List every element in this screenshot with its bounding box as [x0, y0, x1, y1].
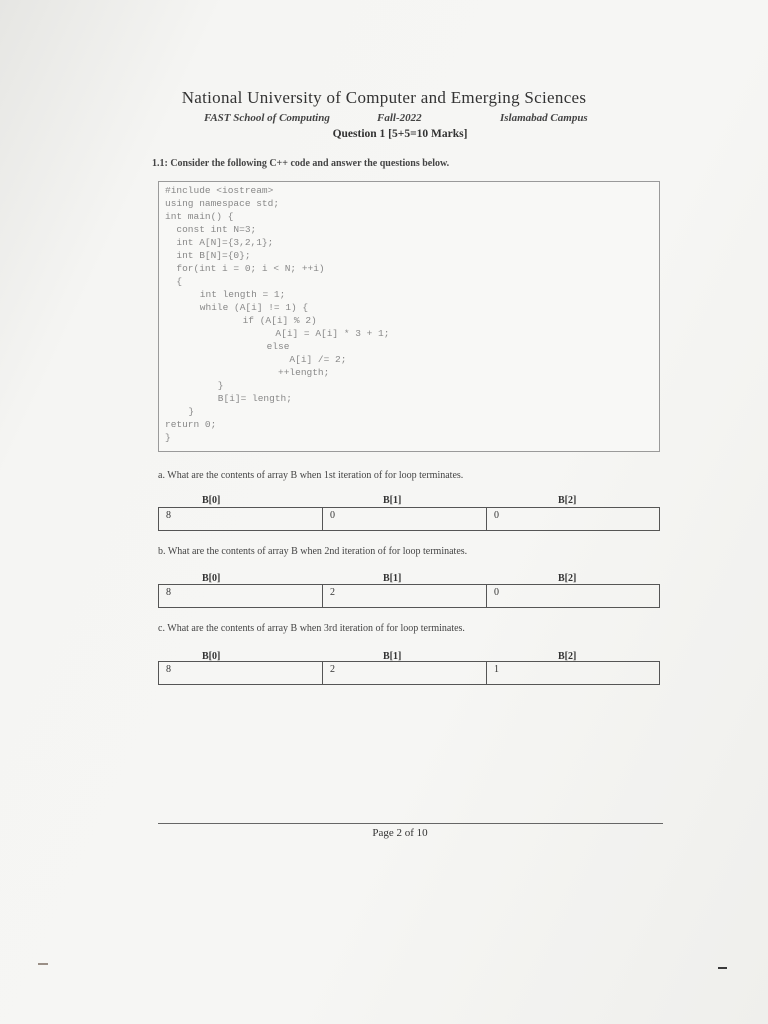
code-line: } [177, 406, 195, 417]
code-line: int length = 1; [177, 289, 286, 300]
code-line: A[i] = A[i] * 3 + 1; [207, 328, 390, 339]
table-c-cell-b1: 2 [322, 662, 486, 684]
table-a-cell-b1: 0 [322, 508, 486, 530]
answer-table-a [158, 507, 660, 531]
code-line: int A[N]={3,2,1}; [165, 237, 274, 248]
table-b-header-b0: B[0] [202, 573, 221, 584]
scan-mark [718, 967, 727, 969]
question-c-text: c. What are the contents of array B when 3rd iteration of for loop terminates. [158, 623, 465, 634]
table-b-cell-b1: 2 [322, 585, 486, 607]
code-line: while (A[i] != 1) { [177, 302, 309, 313]
question-intro: 1.1: Consider the following C++ code and answer the questions below. [152, 158, 450, 169]
code-line: B[i]= length; [195, 393, 292, 404]
table-c-header-b0: B[0] [202, 651, 221, 662]
table-b-header-b1: B[1] [383, 573, 402, 584]
question-b-text: b. What are the contents of array B when 2nd iteration of for loop terminates. [158, 546, 468, 557]
table-c-cell-b0: 8 [166, 664, 171, 675]
table-a-header-b2: B[2] [558, 495, 577, 506]
code-line: return 0; [165, 419, 217, 430]
page-number: Page 2 of 10 [372, 827, 428, 839]
code-line: if (A[i] % 2) [197, 315, 317, 326]
table-c-header-b1: B[1] [383, 651, 402, 662]
code-line: } [165, 432, 171, 443]
table-a-header-b0: B[0] [202, 495, 221, 506]
school-name: FAST School of Computing [204, 112, 330, 124]
table-b-header-b2: B[2] [558, 573, 577, 584]
code-line: int main() { [165, 211, 234, 222]
university-title: National University of Computer and Emerging Sciences [181, 88, 587, 107]
code-line: for(int i = 0; i < N; ++i) [165, 263, 325, 274]
answer-table-b [158, 584, 660, 608]
code-listing [158, 181, 660, 452]
scan-mark [38, 963, 48, 965]
table-a-header-b1: B[1] [383, 495, 402, 506]
question-a-text: a. What are the contents of array B when 1st iteration of for loop terminates. [158, 470, 464, 481]
code-line: const int N=3; [165, 224, 257, 235]
table-a-cell-b2: 0 [486, 508, 659, 530]
table-c-header-b2: B[2] [558, 651, 577, 662]
question-title: Question 1 [5+5=10 Marks] [332, 128, 468, 140]
answer-table-c [158, 661, 660, 685]
code-line: } [195, 380, 224, 391]
term-label: Fall-2022 [377, 112, 422, 124]
code-line: else [221, 341, 290, 352]
code-line: A[i] /= 2; [221, 354, 347, 365]
code-line: int B[N]={0}; [165, 250, 251, 261]
code-line: using namespace std; [165, 198, 280, 209]
code-line: #include <iostream> [165, 185, 274, 196]
code-line: { [165, 276, 183, 287]
table-b-cell-b0: 8 [166, 587, 171, 598]
code-line: ++length; [221, 367, 330, 378]
table-a-cell-b0: 8 [166, 510, 171, 521]
footer-divider [158, 823, 663, 824]
table-c-cell-b2: 1 [486, 662, 659, 684]
table-b-cell-b2: 0 [486, 585, 659, 607]
campus-label: Islamabad Campus [500, 112, 588, 124]
